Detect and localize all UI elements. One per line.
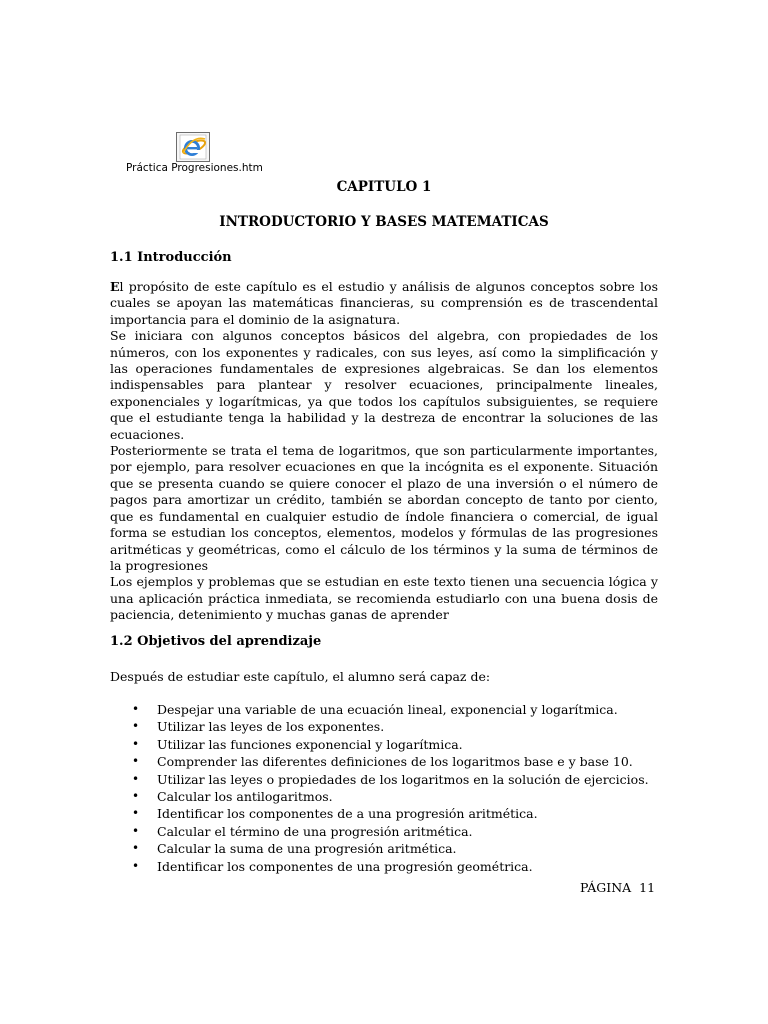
paragraph: Se iniciara con algunos conceptos básicos del algebra, con propiedades de los números, con los exponentes y radicales, con sus leyes, así como la simplificación y las operaciones fundamentales de expresiones algebraicas. Se dan los elementos indispensables para plantear y resolver ecuaciones, principalmente lineales, exponenciales y logarítmicas, ya que todos los capítulos subsiguientes, se requiere que el estudiante tenga la habilidad y la destreza de encontrar la soluciones de las ecuaciones.: [110, 328, 658, 442]
introduction-body: [110, 279, 658, 624]
paragraph-text: l propósito de este capítulo es el estudio y análisis de algunos conceptos sobre los cuales se apoyan las matemáticas financieras, su comprensión es de trascendental importancia para el dominio de la asignatura.: [110, 279, 658, 327]
attachment-filename[interactable]: Práctica Progresiones.htm: [126, 162, 263, 174]
list-item: [110, 736, 649, 753]
list-item: [110, 701, 649, 718]
section-heading-objectives: 1.2 Objetivos del aprendizaje: [110, 634, 322, 649]
list-item: [110, 718, 649, 735]
list-item: [110, 753, 649, 770]
dropcap-letter: E: [110, 279, 120, 294]
paragraph: [110, 279, 658, 328]
bullet-icon: •: [132, 754, 140, 769]
bullet-icon: •: [132, 702, 140, 716]
bullet-icon: •: [132, 823, 140, 838]
list-item: [110, 840, 649, 857]
list-item-text: Utilizar las leyes o propiedades de los logaritmos en la solución de ejercicios.: [157, 771, 649, 787]
list-item: [110, 788, 649, 805]
bullet-icon: •: [132, 806, 140, 821]
list-item-text: Utilizar las funciones exponencial y logarítmica.: [157, 736, 463, 752]
list-item: [110, 771, 649, 788]
chapter-subtitle: INTRODUCTORIO Y BASES MATEMATICAS: [219, 214, 549, 230]
objectives-intro: Después de estudiar este capítulo, el alumno será capaz de:: [110, 669, 491, 684]
list-item-text: Utilizar las leyes de los exponentes.: [157, 719, 385, 735]
paragraph: Posteriormente se trata el tema de logaritmos, que son particularmente importantes, por ejemplo, para resolver ecuaciones en que la incógnita es el exponente. Situación que se presenta cuando se quiere conocer el plazo de una inversión o el número de pagos para amortizar un crédito, también se abordan concepto de tanto por ciento, que es fundamental en cualquier estudio de índole financiera o comercial, de igual forma se estudian los conceptos, elementos, modelos y fórmulas de las progresiones aritméticas y geométricas, como el cálculo de los términos y la suma de términos de la progresiones: [110, 443, 658, 573]
bullet-icon: •: [132, 858, 140, 873]
chapter-title: CAPITULO 1: [336, 179, 432, 195]
objectives-list: [110, 701, 649, 875]
list-item-text: Calcular los antilogaritmos.: [157, 789, 333, 805]
embedded-file-attachment[interactable]: [176, 132, 210, 162]
internet-explorer-icon: [177, 133, 209, 161]
bullet-icon: •: [132, 719, 140, 734]
list-item-text: Calcular el término de una progresión aritmética.: [157, 823, 473, 839]
list-item-text: Comprender las diferentes definiciones de los logaritmos base e y base 10.: [157, 754, 633, 770]
section-heading-introduction: 1.1 Introducción: [110, 250, 232, 265]
list-item-text: Calcular la suma de una progresión aritmética.: [157, 841, 457, 857]
list-item: [110, 858, 649, 875]
page-number: PÁGINA 11: [580, 880, 656, 895]
bullet-icon: •: [132, 736, 140, 751]
list-item-text: Despejar una variable de una ecuación lineal, exponencial y logarítmica.: [157, 702, 618, 717]
paragraph: Los ejemplos y problemas que se estudian en este texto tienen una secuencia lógica y una aplicación práctica inmediata, se recomienda estudiarlo con una buena dosis de paciencia, detenimiento y muchas ganas de aprender: [110, 574, 658, 623]
list-item: [110, 805, 649, 822]
bullet-icon: •: [132, 789, 140, 804]
list-item-text: Identificar los componentes de una progresión geométrica.: [157, 858, 533, 874]
list-item-text: Identificar los componentes de a una progresión aritmética.: [157, 806, 538, 822]
bullet-icon: •: [132, 841, 140, 856]
bullet-icon: •: [132, 771, 140, 786]
list-item: [110, 823, 649, 840]
